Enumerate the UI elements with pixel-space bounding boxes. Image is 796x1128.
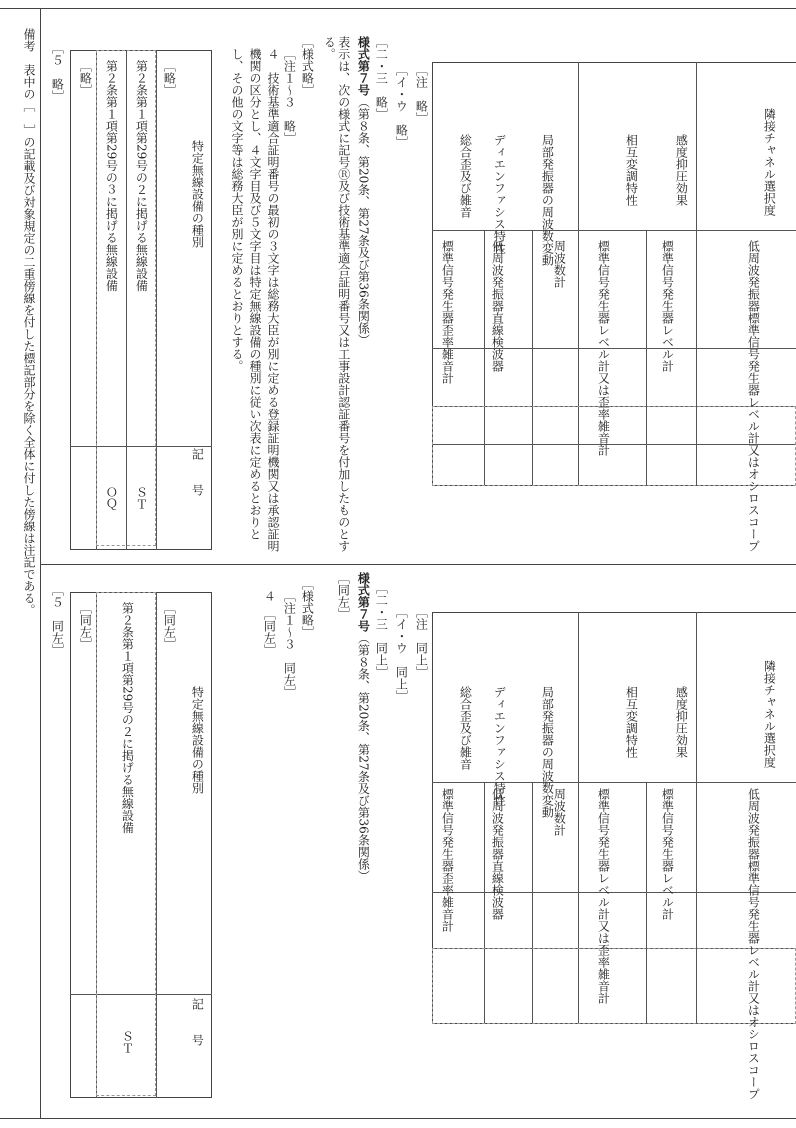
equip-local-osc: 周波数計 [552,240,567,288]
item-local-osc-b: 局部発振器の周波数変動 [540,686,555,818]
same-left: ［同左］ [336,572,351,620]
equip-distortion: 標準信号発生器歪率雑音計 [440,240,455,384]
row-same: ［同左］ [162,602,177,650]
equip-deemphasis-b: 低周波発振器直線検波器 [490,788,505,920]
equip-desens: 標準信号発生器レベル計 [660,240,675,372]
row-line [156,50,157,550]
item-4-text: ４ 技術基準適合証明番号の最初の３文字は総務大臣が別に定める登録証明機関又は承認証明機関の区分とし、４文字目及び５文字目は特定無線設備の種別に従い次表に定めるとおりとし、その他の文字等は総務大臣が別に定めるとおりとする。 [230,48,280,552]
row-line [432,892,796,893]
test-table-top-sep1 [432,348,796,349]
equip-adjacent: 低周波発振器標準信号発生器レベル計又はオシロスコープ [746,240,761,552]
top-border [0,8,796,9]
table-header-type-b: 特定無線設備の種別 [190,686,205,794]
test-table-top-dashed [432,406,796,486]
table-header-code-b: 記 号 [190,998,205,1046]
item-distortion: 総合歪及び雑音 [458,134,473,218]
equip-local-osc-b: 周波数計 [552,788,567,836]
remarks-text: 備考 表中の［ ］の記載及び対象規定の二重傍線を付した標記部分を除く全体に付した傍線は注記である。 [22,28,36,616]
item-desens-b: 感度抑圧効果 [674,686,689,758]
equip-intermod-b: 標準信号発生器レベル計又は歪率雑音計 [596,788,611,1004]
item-deemphasis: ディエンファシス特性 [492,134,507,254]
table-header-type: 特定無線設備の種別 [190,140,205,248]
row-same-2: ［同左］ [78,602,93,650]
item-deemphasis-b: ディエンファシス特性 [492,686,507,806]
item-desens: 感度抑圧効果 [674,134,689,206]
equip-adjacent-b: 低周波発振器標準信号発生器レベル計又はオシロスコープ [746,788,761,1100]
middle-divider [40,564,796,565]
item-adjacent-b: 隣接チャネル選択度 [762,660,777,768]
form-omit: ［様式略］ [300,36,315,96]
row2-type: 第２条第１項第29号の３に掲げる無線設備 [104,60,119,292]
nisan-same: ［二・三 同上］ [374,582,389,678]
note-1-3: ［注１～３ 略］ [282,48,297,144]
item-intermod-b: 相互変調特性 [624,686,639,758]
row1-type-b: 第２条第１項第29号の２に掲げる無線設備 [120,602,135,834]
row1-type: 第２条第１項第29号の２に掲げる無線設備 [134,60,149,292]
row1-code: ＳＴ [134,486,149,510]
row1-code-b: ＳＴ [120,1030,135,1054]
item-local-osc: 局部発振器の周波数変動 [540,134,555,266]
row-line [156,592,157,1098]
bottom-border [0,1118,796,1119]
test-table-bottom-dashed [432,948,796,1024]
equip-distortion-b: 標準信号発生器歪率雑音計 [440,788,455,932]
form-heading: 様式第７号（第８条、第20条、第27条及び第36条関係） [356,36,371,346]
iu-omit: ［イ・ウ 略］ [394,64,409,148]
equip-desens-b: 標準信号発生器レベル計 [660,788,675,920]
item-5-omit: ［５ 略］ [50,42,65,102]
equip-intermod: 標準信号発生器レベル計又は歪率雑音計 [596,240,611,456]
item-4-b: ４ ［同左］ [262,590,277,656]
note-omit: ［注 略］ [414,64,429,124]
note-1-3-b: ［注１～３ 同左］ [282,590,297,698]
table-header-code: 記 号 [190,448,205,496]
item-5-same: ［５ 同左］ [50,584,65,656]
form-body-text: 表示は、次の様式に記号Ⓡ及び技術基準適合証明番号又は工事設計認証番号を付加したものとする。 [322,36,351,552]
form-omit-b: ［様式略］ [300,578,315,638]
row-omit: ［略］ [162,60,177,96]
iu-same: ［イ・ウ 同上］ [394,606,409,702]
item-distortion-b: 総合歪及び雑音 [458,686,473,770]
form-heading-b: 様式第７号（第８条、第20条、第27条及び第36条関係） [356,572,371,882]
equip-deemphasis: 低周波発振器直線検波器 [490,240,505,372]
row2-code: ＯＱ [104,486,119,510]
remarks-divider [40,8,41,1118]
row-omit-2: ［略］ [78,60,93,96]
note-same: ［注 同上］ [414,606,429,678]
row-line [432,782,796,783]
item-adjacent: 隣接チャネル選択度 [762,108,777,216]
item-intermod: 相互変調特性 [624,134,639,206]
test-table-top-sep0 [432,230,796,231]
nisan-omit: ［二・三 略］ [374,36,389,120]
